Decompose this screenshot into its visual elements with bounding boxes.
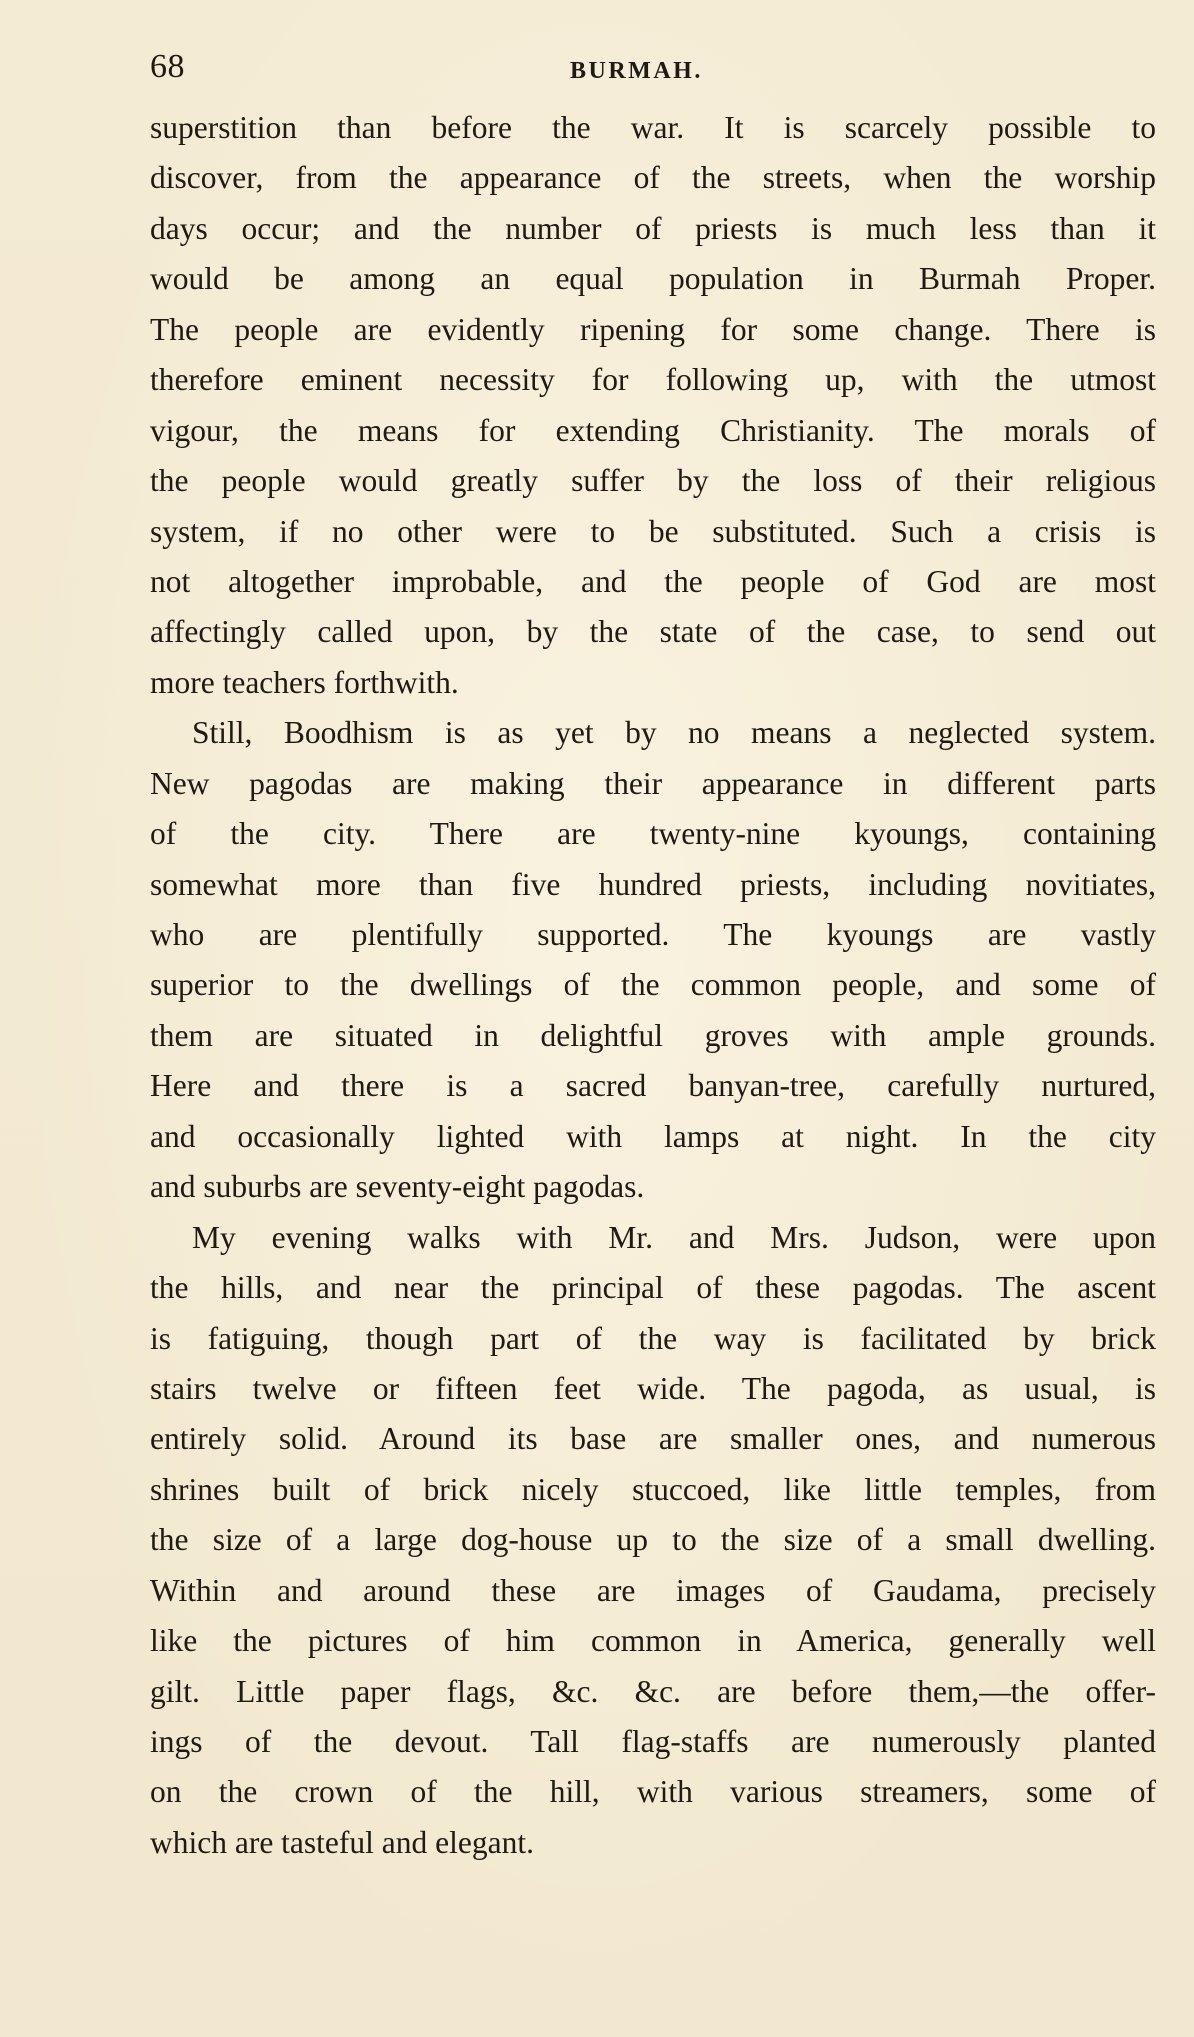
text-line: Here and there is a sacred banyan-tree, carefully nurtured, (150, 1068, 1156, 1104)
text-line: ings of the devout. Tall flag-staffs are numerously planted (150, 1724, 1156, 1759)
running-head: BURMAH. (570, 58, 703, 84)
text-line: somewhat more than five hundred priests, including novitiates, (150, 866, 1156, 902)
text-line: like the pictures of him common in America, generally well (150, 1623, 1156, 1659)
text-line: The people are evidently ripening for some change. There is (150, 311, 1156, 347)
text-line: the hills, and near the principal of these pagodas. The ascent (150, 1270, 1156, 1306)
text-line: shrines built of brick nicely stuccoed, like little temples, from (150, 1471, 1156, 1507)
text-line: entirely solid. Around its base are smaller ones, and numerous (150, 1421, 1156, 1457)
text-line: stairs twelve or fifteen feet wide. The pagoda, as usual, is (150, 1370, 1156, 1406)
text-line: and occasionally lighted with lamps at night. In the city (150, 1118, 1156, 1154)
text-line: which are tasteful and elegant. (150, 1824, 534, 1860)
page-header (150, 44, 1156, 90)
text-line: Still, Boodhism is as yet by no means a neglected system. (192, 715, 1156, 751)
page-number: 68 (150, 48, 185, 85)
text-line: therefore eminent necessity for following up, with the utmost (150, 362, 1156, 398)
text-line: superior to the dwellings of the common people, and some of (150, 967, 1156, 1003)
text-line: My evening walks with Mr. and Mrs. Judson, were upon (192, 1219, 1156, 1255)
paragraph-3 (150, 1213, 1156, 1869)
text-line: gilt. Little paper flags, &c. &c. are before them,—the offer- (150, 1673, 1156, 1709)
text-line: vigour, the means for extending Christianity. The morals of (150, 412, 1156, 448)
text-line: of the city. There are twenty-nine kyoungs, containing (150, 816, 1156, 852)
text-line: discover, from the appearance of the streets, when the worship (150, 160, 1156, 196)
text-line: Within and around these are images of Gaudama, precisely (150, 1572, 1156, 1608)
text-line: is fatiguing, though part of the way is facilitated by brick (150, 1320, 1156, 1356)
text-line: would be among an equal population in Burmah Proper. (150, 261, 1156, 297)
text-line: superstition than before the war. It is scarcely possible to (150, 110, 1156, 145)
text-line: them are situated in delightful groves with ample grounds. (150, 1017, 1156, 1053)
text-line: who are plentifully supported. The kyoungs are vastly (150, 917, 1156, 952)
text-line: the people would greatly suffer by the loss of their religious (150, 463, 1156, 499)
text-line: on the crown of the hill, with various streamers, some of (150, 1774, 1156, 1810)
paragraph-2 (150, 708, 1156, 1212)
text-line: and suburbs are seventy-eight pagodas. (150, 1169, 645, 1205)
text-line: days occur; and the number of priests is much less than it (150, 210, 1156, 246)
paragraph-1 (150, 103, 1156, 708)
text-line: more teachers forthwith. (150, 664, 459, 700)
text-line: New pagodas are making their appearance in different parts (150, 765, 1156, 801)
text-line: affectingly called upon, by the state of the case, to send out (150, 614, 1156, 650)
text-line: not altogether improbable, and the people of God are most (150, 563, 1156, 599)
body-text (150, 103, 1156, 1868)
text-line: system, if no other were to be substituted. Such a crisis is (150, 513, 1156, 549)
text-line: the size of a large dog-house up to the size of a small dwelling. (150, 1522, 1156, 1558)
